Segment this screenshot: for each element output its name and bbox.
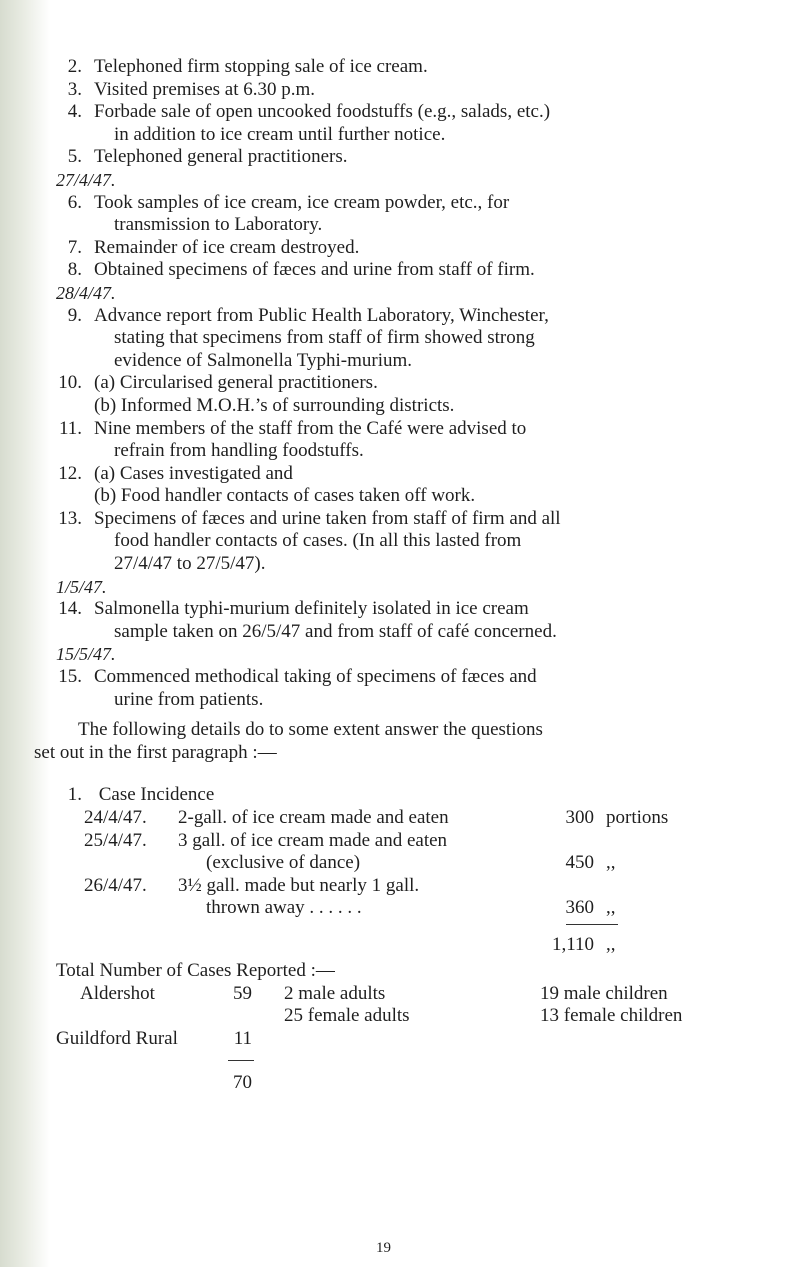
sum-rule	[566, 924, 618, 925]
item-text-line: urine from patients.	[114, 688, 264, 710]
guildford-value: 11	[233, 1027, 252, 1049]
item-text-line: evidence of Salmonella Typhi-murium.	[114, 349, 413, 371]
list-item	[56, 666, 768, 711]
item-number: 10.	[58, 372, 82, 394]
row-date: 26/4/47.	[84, 874, 147, 896]
row-amount: 450	[565, 852, 594, 874]
row-unit: portions	[606, 807, 669, 828]
male-children: 19 male children	[540, 982, 668, 1004]
list-item	[56, 79, 768, 102]
list-item	[56, 418, 768, 463]
list-item	[56, 146, 768, 169]
list-item	[56, 237, 768, 260]
item-text-line: transmission to Laboratory.	[114, 214, 323, 236]
item-number: 13.	[58, 507, 82, 529]
scan-edge-shading	[0, 0, 50, 1267]
case-incidence-table	[56, 807, 768, 920]
item-number: 5.	[67, 146, 82, 168]
date-heading: 27/4/47.	[56, 169, 116, 190]
item-number: 9.	[67, 304, 82, 326]
date-heading: 28/4/47.	[56, 282, 116, 303]
item-text-line: Nine members of the staff from the Café were advised to	[94, 417, 527, 439]
case-incidence-heading	[56, 784, 768, 807]
list-item	[56, 598, 768, 643]
table-row	[56, 807, 768, 830]
cases-reported-label: Total Number of Cases Reported :—	[56, 959, 335, 981]
total-row	[56, 920, 768, 960]
table-row	[56, 830, 768, 853]
item-text-line: Visited premises at 6.30 p.m.	[94, 78, 316, 100]
row-description: 3½ gall. made but nearly 1 gall.	[178, 874, 420, 896]
date-heading: 15/5/47.	[56, 644, 116, 665]
item-text-line: stating that specimens from staff of firm showed strong	[114, 327, 535, 349]
item-number: 2.	[67, 56, 82, 77]
male-adults: 2 male adults	[284, 982, 386, 1004]
heading-number: 1.	[67, 784, 82, 806]
total-unit: ,,	[606, 933, 616, 955]
row-description: 3 gall. of ice cream made and eaten	[178, 829, 448, 851]
item-text-line: in addition to ice cream until further notice.	[114, 123, 446, 145]
row-description: 2-gall. of ice cream made and eaten	[178, 807, 449, 828]
item-number: 6.	[67, 191, 82, 213]
item-text-line: Forbade sale of open uncooked foodstuffs (e.g., salads, etc.)	[94, 101, 551, 123]
list-item	[56, 101, 768, 146]
row-date: 25/4/47.	[84, 829, 147, 851]
item-text-line: Salmonella typhi-murium definitely isolated in ice cream	[94, 598, 529, 620]
table-row	[56, 897, 768, 920]
list-item	[56, 508, 768, 576]
list-item	[56, 372, 768, 417]
item-number: 14.	[58, 598, 82, 620]
cases-reported-block	[56, 959, 768, 1093]
cases-sum: 70	[233, 1071, 252, 1093]
item-text-line: (b) Informed M.O.H.’s of surrounding districts.	[94, 394, 455, 416]
item-number: 3.	[67, 78, 82, 100]
total-amount: 1,110	[551, 933, 594, 955]
item-text-line: Advance report from Public Health Laboratory, Winchester,	[94, 304, 549, 326]
row-description: thrown away . . . . . .	[206, 897, 362, 919]
list-item	[56, 305, 768, 373]
item-text-line: refrain from handling foodstuffs.	[114, 440, 364, 462]
item-text-line: Took samples of ice cream, ice cream powder, etc., for	[94, 191, 510, 213]
item-text-line: 27/4/47 to 27/5/47).	[114, 553, 266, 575]
list-item	[56, 463, 768, 508]
item-text-line: food handler contacts of cases. (In all this lasted from	[114, 530, 522, 552]
aldershot-label: Aldershot	[80, 982, 155, 1004]
female-adults: 25 female adults	[284, 1005, 410, 1027]
item-number: 15.	[58, 666, 82, 688]
row-unit: ,,	[606, 897, 616, 919]
aldershot-value: 59	[233, 982, 252, 1004]
table-row	[56, 852, 768, 875]
item-text-line: Obtained specimens of fæces and urine from staff of firm.	[94, 259, 535, 281]
item-number: 12.	[58, 462, 82, 484]
female-children: 13 female children	[540, 1005, 683, 1027]
date-heading: 1/5/47.	[56, 576, 107, 597]
paragraph-line: The following details do to some extent answer the questions	[78, 719, 543, 741]
item-text-line: (b) Food handler contacts of cases taken off work.	[94, 485, 476, 507]
item-text-line: Specimens of fæces and urine taken from staff of firm and all	[94, 507, 561, 529]
list-item	[56, 259, 768, 282]
row-unit: ,,	[606, 852, 616, 874]
list-item	[56, 56, 768, 79]
list-item	[56, 192, 768, 237]
item-number: 4.	[67, 101, 82, 123]
paragraph-line: set out in the first paragraph :—	[34, 741, 277, 763]
item-text-line: sample taken on 26/5/47 and from staff of café concerned.	[114, 620, 557, 642]
item-number: 7.	[67, 236, 82, 258]
guildford-label: Guildford Rural	[56, 1027, 178, 1049]
item-text-line: Telephoned general practitioners.	[94, 146, 348, 168]
item-number: 11.	[58, 417, 82, 439]
item-text-line: Telephoned firm stopping sale of ice cream.	[94, 56, 428, 77]
row-amount: 360	[565, 897, 594, 919]
item-text-line: Commenced methodical taking of specimens of fæces and	[94, 666, 537, 688]
summary-paragraph	[34, 719, 768, 764]
item-text-line: (a) Cases investigated and	[94, 462, 293, 484]
item-number: 8.	[67, 259, 82, 281]
table-row	[56, 875, 768, 898]
row-description: (exclusive of dance)	[206, 852, 361, 874]
chronology-list	[34, 56, 768, 1093]
page-number: 19	[376, 1240, 391, 1256]
row-amount: 300	[565, 807, 594, 828]
row-date: 24/4/47.	[84, 807, 147, 828]
item-text-line: Remainder of ice cream destroyed.	[94, 236, 360, 258]
heading-title: Case Incidence	[98, 784, 215, 806]
item-text-line: (a) Circularised general practitioners.	[94, 372, 378, 394]
sum-rule	[228, 1060, 254, 1061]
